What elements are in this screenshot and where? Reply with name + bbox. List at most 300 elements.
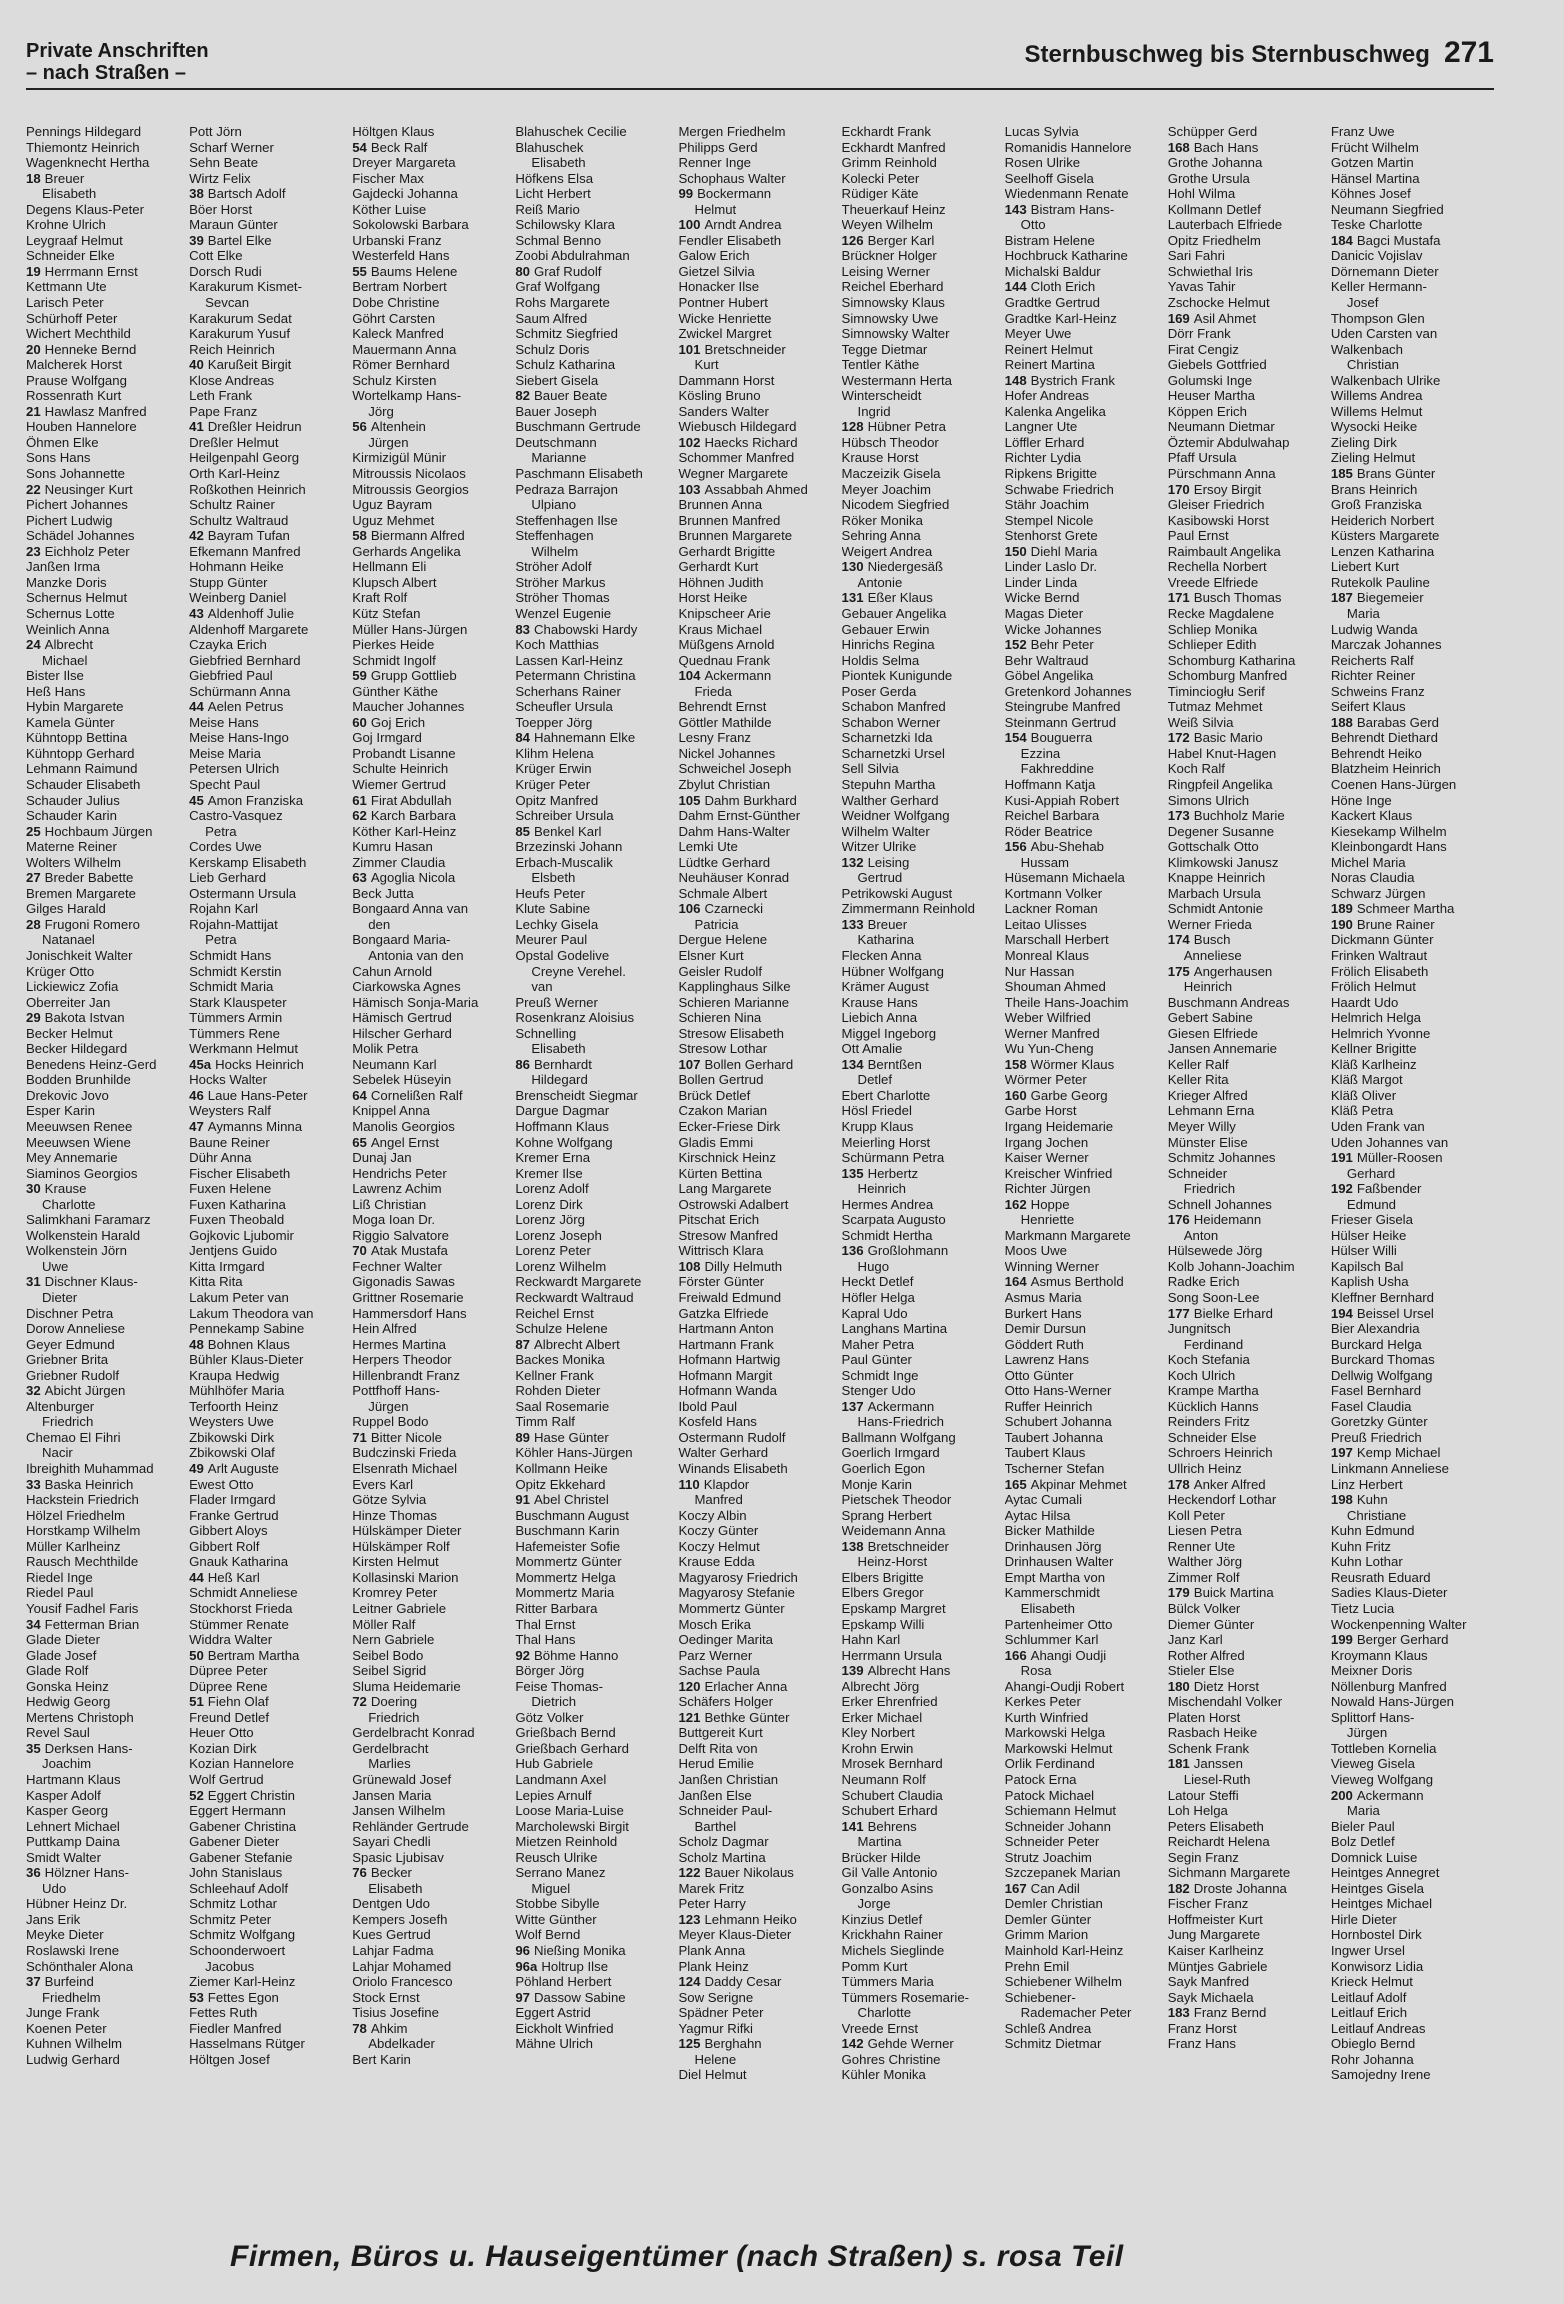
resident-entry — [26, 1383, 188, 1399]
resident-entry: Müntjes Gabriele — [1167, 1958, 1268, 1974]
resident-entry: Reinert Martina — [1004, 357, 1095, 373]
house-number: 187 — [1330, 590, 1353, 606]
resident-entry — [678, 901, 840, 917]
resident-entry: Schulz Doris — [515, 341, 590, 357]
resident-entry: Franke Gertrud — [189, 1507, 279, 1523]
resident-entry: Dergue Helene — [678, 932, 768, 948]
resident-entry: Drekovic Jovo — [26, 1087, 109, 1103]
resident-entry: Wolf Bernd — [515, 1927, 581, 1943]
resident-entry: Rohden Dieter — [515, 1383, 601, 1399]
resident-entry — [678, 482, 840, 498]
resident-entry: Mitroussis Georgios — [352, 481, 469, 497]
resident-name: Chabowski Hardy — [534, 621, 638, 637]
resident-entry — [1331, 1150, 1493, 1166]
house-number: 162 — [1004, 1196, 1027, 1212]
resident-entry: Schwabe Friedrich — [1004, 481, 1114, 497]
resident-entry: Behrendt Diethard — [1330, 730, 1438, 746]
resident-entry: Bongaard Maria- — [352, 932, 451, 948]
resident-entry: Kortmann Volker — [1004, 885, 1103, 901]
resident-entry: Schiebener Wilhelm — [1004, 1974, 1122, 1990]
resident-entry: Teske Charlotte — [1330, 217, 1423, 233]
resident-entry: Elisabeth — [1020, 1600, 1075, 1616]
resident-entry: Schauder Julius — [26, 792, 120, 808]
resident-entry: Knippel Anna — [352, 1103, 430, 1119]
section-heading — [26, 40, 209, 84]
address-column — [26, 124, 188, 2184]
resident-name: Breuer — [867, 916, 908, 932]
resident-entry: Wilhelm Walter — [841, 823, 930, 839]
resident-name: Hübner Petra — [867, 419, 946, 435]
resident-entry: Heinrich — [1183, 979, 1233, 995]
resident-entry: Ciarkowska Agnes — [352, 979, 461, 995]
resident-entry: Nöllenburg Manfred — [1330, 1678, 1447, 1694]
house-number: 35 — [26, 1740, 41, 1756]
resident-entry: Nacir — [42, 1445, 73, 1461]
resident-name: Baums Helene — [370, 263, 458, 279]
resident-entry: Hülsewede Jörg — [1167, 1243, 1263, 1259]
resident-entry: Hackstein Friedrich — [26, 1492, 139, 1508]
resident-entry: Fettes Ruth — [189, 2005, 258, 2021]
resident-entry: Leitao Ulisses — [1004, 916, 1087, 932]
resident-entry: Schophaus Walter — [678, 170, 786, 186]
house-number: 31 — [26, 1274, 41, 1290]
house-number: 21 — [26, 403, 41, 419]
resident-entry: Kürten Bettina — [678, 1165, 763, 1181]
house-number: 92 — [515, 1647, 530, 1663]
house-number: 110 — [678, 1476, 700, 1492]
resident-entry: Müller Hans-Jürgen — [352, 621, 468, 637]
resident-entry: Wolkenstein Jörn — [26, 1243, 127, 1259]
resident-name: Czarnecki — [704, 901, 764, 917]
resident-entry: Walkenbach — [1330, 341, 1403, 357]
resident-entry: Krause Edda — [678, 1554, 755, 1570]
resident-entry — [1005, 1197, 1167, 1213]
resident-entry: Schubert Erhard — [841, 1803, 938, 1819]
house-number: 170 — [1167, 481, 1190, 497]
resident-name: Bockermann — [697, 186, 772, 202]
resident-name: Brans Günter — [1356, 466, 1436, 482]
resident-entry: Sevcan — [205, 295, 250, 311]
resident-entry: Kollmann Detlef — [1167, 201, 1261, 217]
resident-entry: Uden Frank van — [1330, 1119, 1425, 1134]
resident-entry — [189, 357, 351, 373]
resident-entry: Willems Helmut — [1330, 403, 1423, 419]
resident-entry: Jans Erik — [26, 1911, 81, 1927]
resident-entry — [189, 606, 351, 622]
resident-entry: Küsters Margarete — [1330, 528, 1440, 544]
resident-entry: Ezzina — [1020, 745, 1061, 761]
resident-entry: Gietzel Silvia — [678, 263, 755, 279]
resident-entry: Lieb Gerhard — [189, 870, 267, 886]
resident-entry: Schmidt Kerstin — [189, 963, 282, 979]
resident-entry: Brzezinski Johann — [515, 839, 623, 855]
resident-entry: Coenen Hans-Jürgen — [1330, 776, 1457, 792]
house-number: 132 — [841, 854, 864, 870]
resident-entry: Weiß Silvia — [1167, 714, 1234, 730]
resident-entry: Galow Erich — [678, 248, 750, 264]
resident-entry: Parz Werner — [678, 1647, 753, 1663]
resident-entry: Wiebusch Hildegard — [678, 419, 797, 435]
resident-entry: Reinert Helmut — [1004, 341, 1093, 357]
resident-entry: Göttler Mathilde — [678, 714, 772, 730]
resident-entry: Linder Linda — [1004, 574, 1078, 590]
resident-name: Böhme Hanno — [534, 1647, 619, 1663]
resident-entry: Schnelling — [515, 1025, 577, 1041]
resident-entry: Kammerschmidt — [1004, 1585, 1100, 1601]
resident-entry: Schomburg Manfred — [1167, 668, 1288, 684]
resident-entry: Mommertz Maria — [515, 1585, 615, 1601]
resident-entry: Becker Helmut — [26, 1025, 113, 1041]
house-number: 104 — [678, 668, 701, 684]
resident-entry — [1331, 1181, 1493, 1197]
resident-entry: Rademacher Peter — [1020, 2005, 1132, 2021]
resident-entry: Sons Johannette — [26, 466, 125, 482]
resident-entry: Kühntopp Gerhard — [26, 745, 135, 761]
resident-entry: Dobe Christine — [352, 295, 440, 311]
resident-entry — [1005, 279, 1167, 295]
house-number: 89 — [515, 1429, 530, 1445]
resident-name: Bielke Erhard — [1193, 1305, 1273, 1321]
resident-entry — [352, 715, 514, 731]
resident-entry: Lang Margarete — [678, 1181, 772, 1197]
resident-entry: Koll Peter — [1167, 1507, 1225, 1523]
resident-entry: Wirtz Felix — [189, 170, 251, 186]
resident-entry: Riggio Salvatore — [352, 1227, 449, 1243]
resident-entry: Jungnitsch — [1167, 1321, 1231, 1337]
resident-entry: Römer Bernhard — [352, 357, 450, 373]
resident-entry: Plank Anna — [678, 1942, 746, 1958]
resident-entry: Kozian Dirk — [189, 1740, 257, 1756]
resident-entry: Reusch Ulrike — [515, 1849, 598, 1865]
resident-name: Bistram Hans- — [1030, 201, 1115, 217]
resident-entry: Seifert Klaus — [1330, 699, 1406, 715]
resident-entry: Schmitz Peter — [189, 1911, 272, 1927]
resident-entry: Lesny Franz — [678, 730, 752, 746]
resident-entry: Dickmann Günter — [1330, 932, 1434, 948]
address-column — [352, 124, 514, 2184]
house-number: 91 — [515, 1492, 530, 1508]
resident-entry: Hartmann Klaus — [26, 1771, 121, 1787]
resident-entry: Schieren Nina — [678, 1010, 762, 1026]
resident-entry: Thal Hans — [515, 1632, 576, 1648]
resident-entry: Ziemer Karl-Heinz — [189, 1974, 296, 1990]
resident-entry: Goretzky Günter — [1330, 1414, 1428, 1430]
resident-entry: Lehmann Erna — [1167, 1103, 1255, 1119]
resident-name: Abicht Jürgen — [44, 1383, 126, 1399]
resident-entry: Zbikowski Dirk — [189, 1429, 275, 1445]
resident-entry: Kremer Ilse — [515, 1165, 583, 1181]
resident-entry: Schliep Monika — [1167, 621, 1258, 637]
resident-entry: Hösl Friedel — [841, 1103, 912, 1119]
resident-entry: Gerhardt Kurt — [678, 559, 759, 575]
house-number: 184 — [1330, 232, 1353, 248]
house-number: 49 — [189, 1461, 204, 1477]
resident-name: Can Adil — [1030, 1880, 1080, 1896]
resident-entry: Gerhards Angelika — [352, 543, 461, 559]
resident-entry: Bülck Volker — [1167, 1600, 1241, 1616]
resident-entry: Manfred — [694, 1492, 743, 1508]
resident-name: Ackermann — [704, 668, 772, 684]
house-number: 55 — [352, 263, 367, 279]
resident-entry: Puttkamp Daina — [26, 1834, 120, 1850]
resident-entry: Widdra Walter — [189, 1632, 273, 1648]
house-number: 160 — [1004, 1087, 1027, 1103]
resident-entry: Siebert Gisela — [515, 372, 599, 388]
resident-entry: Reinders Fritz — [1167, 1414, 1250, 1430]
resident-entry: Renner Ute — [1167, 1538, 1236, 1554]
resident-entry: Gertrud — [857, 870, 903, 886]
resident-entry: Aldenhoff Margarete — [189, 621, 309, 637]
resident-entry: Heuser Martha — [1167, 388, 1255, 404]
resident-entry: Ingwer Ursel — [1330, 1942, 1405, 1958]
resident-entry — [189, 1057, 351, 1073]
resident-entry: Rasbach Heike — [1167, 1725, 1258, 1741]
resident-entry: Herrmann Ursula — [841, 1647, 942, 1663]
resident-entry: Tisius Josefine — [352, 2005, 439, 2021]
resident-entry: Ströher Adolf — [515, 559, 592, 575]
resident-entry: Frinken Waltraut — [1330, 947, 1428, 963]
resident-entry: Fasel Claudia — [1330, 1398, 1412, 1414]
resident-entry: Koenen Peter — [26, 2020, 107, 2036]
resident-entry: Gretenkord Johannes — [1004, 683, 1132, 699]
resident-entry: Paul Günter — [841, 1352, 912, 1368]
resident-entry: Elisabeth — [368, 1880, 423, 1896]
resident-entry: Recke Magdalene — [1167, 605, 1275, 621]
resident-entry: Moos Uwe — [1004, 1243, 1067, 1259]
resident-entry: Mitroussis Nicolaos — [352, 466, 466, 482]
resident-entry — [842, 1539, 1004, 1555]
resident-entry: Wicke Henriette — [678, 310, 772, 326]
resident-entry: Hahn Karl — [841, 1632, 901, 1648]
resident-entry — [1331, 466, 1493, 482]
resident-entry: Domnick Luise — [1330, 1849, 1418, 1865]
resident-entry: Shouman Ahmed — [1004, 979, 1106, 995]
resident-entry: Schürmann Anna — [189, 683, 291, 699]
resident-entry: Firat Cengiz — [1167, 341, 1239, 357]
resident-entry: Steffenhagen Ilse — [515, 512, 618, 528]
resident-name: Albrecht Albert — [534, 1336, 620, 1352]
resident-entry: Böer Horst — [189, 201, 253, 217]
house-number: 71 — [352, 1429, 367, 1445]
resident-entry: Stähr Joachim — [1004, 497, 1089, 513]
resident-entry: Marianne — [531, 450, 587, 466]
resident-entry: Kaleck Manfred — [352, 326, 444, 342]
resident-entry: Theuerkauf Heinz — [841, 201, 946, 217]
resident-name: Haecks Richard — [704, 434, 798, 450]
resident-entry: Marczak Johannes — [1330, 637, 1442, 653]
house-number: 103 — [678, 481, 701, 497]
resident-name: Behrens — [867, 1818, 917, 1834]
resident-entry — [352, 140, 514, 156]
resident-entry — [189, 793, 351, 809]
resident-entry: Geyer Edmund — [26, 1336, 115, 1352]
resident-entry: Erbach-Muscalik — [515, 854, 613, 870]
resident-entry: Buschmann Gertrude — [515, 419, 641, 435]
resident-entry: Miguel — [531, 1880, 571, 1896]
resident-entry: Weidemann Anna — [841, 1523, 946, 1539]
resident-entry: Schmidt Antonie — [1167, 901, 1264, 917]
resident-entry — [26, 1010, 188, 1026]
resident-entry: Walther Jörg — [1167, 1554, 1243, 1570]
resident-entry — [678, 668, 840, 684]
resident-name: Dietz Horst — [1193, 1678, 1259, 1694]
house-number: 96 — [515, 1942, 530, 1958]
resident-name: Abu-Shehab — [1030, 839, 1104, 855]
resident-entry: Hermes Martina — [352, 1336, 447, 1352]
house-number: 51 — [189, 1694, 204, 1710]
resident-entry — [842, 1057, 1004, 1073]
resident-entry: Beck Jutta — [352, 885, 414, 901]
resident-entry: Frölich Elisabeth — [1330, 963, 1429, 979]
resident-entry: Rüdiger Käte — [841, 186, 919, 202]
house-number: 60 — [352, 714, 367, 730]
resident-entry: Tümmers Rosemarie- — [841, 1989, 970, 2005]
house-number: 54 — [352, 139, 367, 155]
resident-entry: Lorenz Dirk — [515, 1196, 583, 1212]
resident-entry: Weyen Wilhelm — [841, 217, 933, 233]
resident-entry — [26, 870, 188, 886]
resident-entry: Taubert Johanna — [1004, 1429, 1103, 1445]
resident-entry: Heckendorf Lothar — [1167, 1492, 1277, 1508]
resident-entry: Weigert Andrea — [841, 543, 933, 559]
resident-entry: Mietzen Reinhold — [515, 1834, 618, 1850]
resident-entry: Liß Christian — [352, 1196, 427, 1212]
resident-entry: Marek Fritz — [678, 1880, 745, 1896]
resident-entry: Saum Alfred — [515, 310, 588, 326]
resident-entry: Burckard Thomas — [1330, 1352, 1435, 1368]
resident-entry: Uden Carsten van — [1330, 326, 1438, 342]
resident-entry: Ibold Paul — [678, 1398, 738, 1414]
resident-entry: Langhans Martina — [841, 1321, 948, 1337]
resident-entry — [1331, 1632, 1493, 1648]
resident-entry: Kütz Stefan — [352, 605, 421, 621]
resident-entry: Richter Lydia — [1004, 450, 1082, 466]
resident-name: Doering — [370, 1694, 418, 1710]
resident-entry: Kerskamp Elisabeth — [189, 854, 307, 870]
resident-entry: Schädel Johannes — [26, 528, 135, 544]
house-number: 173 — [1167, 808, 1190, 824]
resident-entry — [189, 1788, 351, 1804]
resident-entry: Hüsemann Michaela — [1004, 870, 1125, 886]
resident-entry: Christian — [1346, 357, 1399, 373]
resident-entry: Jansen Maria — [352, 1787, 432, 1803]
resident-entry: Keller Rita — [1167, 1072, 1229, 1088]
resident-entry: Winands Elisabeth — [678, 1461, 788, 1477]
resident-name: Klapdor — [703, 1476, 750, 1492]
resident-entry: Knipscheer Arie — [678, 605, 771, 621]
resident-entry: Dellwig Wolfgang — [1330, 1367, 1433, 1383]
resident-entry: Leitlauf Andreas — [1330, 2020, 1426, 2036]
resident-entry — [352, 528, 514, 544]
resident-entry: Kraus Michael — [678, 621, 762, 637]
resident-entry: Münster Elise — [1167, 1134, 1248, 1150]
resident-entry: Brunnen Anna — [678, 497, 763, 513]
resident-entry: Szczepanek Marian — [1004, 1865, 1121, 1881]
resident-entry: Schmidt Ingolf — [352, 652, 436, 668]
resident-entry: Westerfeld Hans — [352, 248, 450, 264]
resident-entry: Wilhelm — [531, 543, 579, 559]
resident-entry: Krause Hans — [841, 994, 918, 1010]
house-number: 80 — [515, 263, 530, 279]
resident-entry: Spasic Ljubisav — [352, 1849, 444, 1865]
resident-entry — [352, 2021, 514, 2037]
resident-entry: Schommer Manfred — [678, 450, 795, 466]
resident-entry: Buschmann Karin — [515, 1523, 620, 1539]
resident-entry: Jansen Annemarie — [1167, 1041, 1277, 1057]
resident-entry: Steinmann Gertrud — [1004, 714, 1117, 730]
resident-entry: Preuß Friedrich — [1330, 1429, 1422, 1445]
resident-entry: Lüdtke Gerhard — [678, 854, 771, 870]
resident-entry: Hinrichs Regina — [841, 637, 935, 653]
resident-entry: Toepper Jörg — [515, 714, 593, 730]
house-number: 102 — [678, 434, 701, 450]
resident-entry: Hildegard — [531, 1072, 588, 1088]
resident-entry: Knappe Heinrich — [1167, 870, 1266, 886]
resident-entry: Frücht Wilhelm — [1330, 139, 1419, 155]
resident-entry: Gnauk Katharina — [189, 1554, 289, 1570]
resident-entry: Stobbe Sibylle — [515, 1896, 600, 1912]
resident-entry: Graf Wolfgang — [515, 279, 601, 295]
resident-entry: Lehnert Michael — [26, 1818, 120, 1834]
resident-entry: Koch Ralf — [1167, 761, 1225, 777]
resident-entry: Geisler Rudolf — [678, 963, 762, 979]
resident-entry: Jörg — [368, 403, 394, 419]
resident-entry: Christiane — [1346, 1507, 1407, 1523]
resident-entry: Junge Frank — [26, 2005, 100, 2021]
resident-entry: Pomm Kurt — [841, 1958, 908, 1974]
resident-entry: Jürgen — [368, 1398, 409, 1414]
resident-entry — [1331, 901, 1493, 917]
resident-entry: Wittrisch Klara — [678, 1243, 764, 1259]
resident-name: Arndt Andrea — [704, 217, 782, 233]
resident-entry: Albrecht Jörg — [841, 1678, 920, 1694]
resident-entry: Detlef — [857, 1072, 892, 1088]
resident-entry: Becker Hildegard — [26, 1041, 128, 1057]
resident-entry: Kackert Klaus — [1330, 808, 1413, 824]
resident-entry: Bolz Detlef — [1330, 1834, 1395, 1850]
resident-entry: Kühntopp Bettina — [26, 730, 128, 746]
house-number: 105 — [678, 792, 701, 808]
house-number: 130 — [841, 559, 864, 575]
resident-entry: Öztemir Abdulwahap — [1167, 434, 1290, 450]
resident-entry: Piontek Kunigunde — [841, 668, 953, 684]
resident-entry: Marcholewski Birgit — [515, 1818, 629, 1834]
resident-entry: Michalski Baldur — [1004, 263, 1101, 279]
resident-entry: Zschocke Helmut — [1167, 295, 1270, 311]
resident-entry: Schnell Johannes — [1167, 1196, 1272, 1212]
resident-entry: Baune Reiner — [189, 1134, 270, 1150]
resident-entry: Aytac Cumali — [1004, 1492, 1083, 1508]
resident-entry: Zimmer Rolf — [1167, 1569, 1240, 1585]
resident-entry: Kremer Erna — [515, 1150, 591, 1166]
resident-entry: Materne Reiner — [26, 839, 117, 855]
resident-entry: Gleiser Friedrich — [1167, 497, 1265, 513]
resident-entry: Horstkamp Wilhelm — [26, 1523, 141, 1539]
resident-entry — [515, 1943, 677, 1959]
house-number: 53 — [189, 1989, 204, 2005]
resident-entry: Meyer Willy — [1167, 1119, 1236, 1134]
resident-entry: Meise Hans — [189, 714, 259, 730]
resident-name: Berntßen — [867, 1056, 922, 1072]
resident-entry: Krüger Erwin — [515, 761, 592, 777]
resident-entry — [678, 1679, 840, 1695]
resident-entry: Röder Beatrice — [1004, 823, 1093, 839]
resident-entry — [189, 1088, 351, 1104]
resident-entry: Krickhahn Rainer — [841, 1927, 943, 1943]
resident-entry: Schreiber Ursula — [515, 808, 614, 824]
resident-entry: Köhler Hans-Jürgen — [515, 1445, 633, 1461]
resident-entry: Molik Petra — [352, 1041, 419, 1057]
